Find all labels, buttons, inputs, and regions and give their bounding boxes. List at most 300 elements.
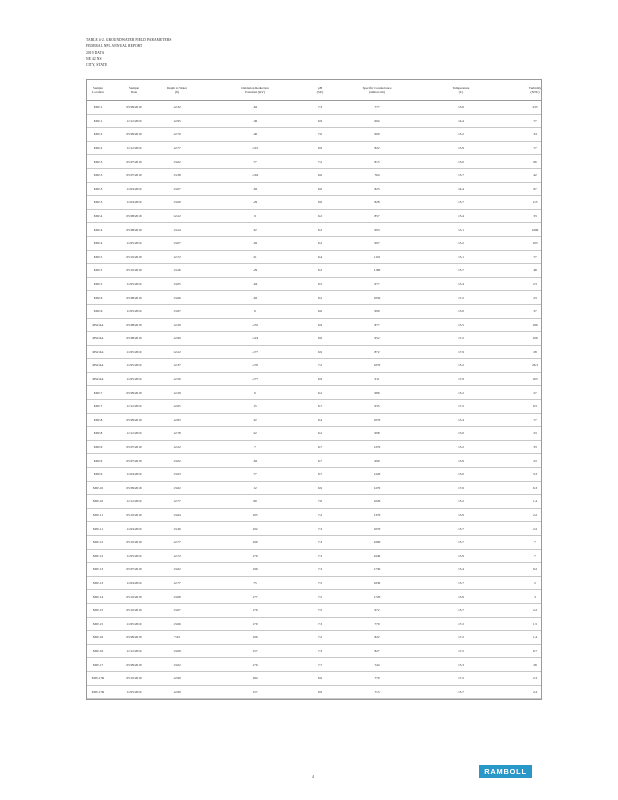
cell-location: MW-16	[92, 648, 104, 653]
cell-turbidity: 2.3	[532, 676, 538, 681]
column-header-location	[92, 86, 104, 95]
table-row	[87, 291, 541, 305]
cell-date: 05/08/2019	[126, 336, 142, 341]
column-header-turbidity	[529, 86, 541, 95]
cell-orp: -101	[251, 145, 259, 150]
cell-orp: 109	[252, 635, 258, 640]
cell-specific-conductance: 877	[374, 322, 380, 327]
table-row	[87, 101, 541, 115]
cell-location: MW-13	[92, 567, 104, 572]
cell-ph: 6.9	[317, 322, 323, 327]
cell-temperature: 17.2	[458, 648, 464, 653]
cell-depth-to-water: 12.95	[173, 118, 181, 123]
cell-turbidity: 109	[532, 336, 538, 341]
cell-ph: 7.3	[317, 105, 323, 110]
cell-temperature: 15.2	[458, 445, 464, 450]
column-header-date	[129, 86, 139, 95]
cell-specific-conductance: 998	[374, 431, 380, 436]
cell-location: MW-9	[93, 458, 103, 463]
cell-temperature: 15.1	[458, 254, 464, 259]
cell-turbidity: 27	[533, 390, 537, 395]
table-row	[87, 237, 541, 251]
cell-specific-conductance: 815	[374, 159, 380, 164]
cell-temperature: 15.0	[458, 159, 464, 164]
cell-turbidity: 23	[533, 295, 537, 300]
table-row	[87, 495, 541, 509]
cell-depth-to-water: 13.09	[173, 200, 181, 205]
column-header-unit: (C)	[458, 90, 464, 95]
cell-specific-conductance: 823	[374, 186, 380, 191]
cell-temperature: 15.4	[458, 213, 464, 218]
cell-depth-to-water: 12.72	[173, 254, 181, 259]
cell-specific-conductance: 993	[374, 227, 380, 232]
cell-temperature: 15.0	[458, 472, 464, 477]
cell-specific-conductance: 997	[374, 241, 380, 246]
table-row	[87, 386, 541, 400]
cell-location: MW-9	[93, 445, 103, 450]
column-header-line: Specific Conductance	[362, 86, 392, 90]
cell-turbidity: 6.3	[532, 485, 538, 490]
cell-turbidity: 97	[533, 186, 537, 191]
table-row	[87, 278, 541, 292]
cell-ph: 6.9	[317, 145, 323, 150]
column-header-unit: Date	[130, 90, 138, 95]
cell-date: 11/12/2019	[126, 431, 142, 436]
cell-temperature: 17.2	[458, 336, 464, 341]
cell-depth-to-water: 13.62	[173, 485, 181, 490]
cell-ph: 7.5	[317, 608, 323, 613]
cell-location: MW-10	[92, 485, 104, 490]
cell-turbidity: 1.5	[532, 621, 538, 626]
cell-date: 05/10/2019	[126, 608, 142, 613]
report-year: 2019 DATA	[86, 50, 105, 55]
cell-date: 05/10/2019	[126, 594, 142, 599]
cell-depth-to-water: 13.08	[173, 594, 181, 599]
cell-turbidity: 42	[533, 173, 537, 178]
cell-turbidity: 7	[534, 540, 536, 545]
cell-ph: 6.4	[317, 254, 323, 259]
cell-location: MW-4	[93, 227, 103, 232]
cell-orp: -92	[252, 186, 258, 191]
cell-date: 11/04/2019	[126, 472, 142, 477]
cell-location: MW-16	[92, 635, 104, 640]
cell-orp: 179	[252, 621, 258, 626]
cell-specific-conductance: 872	[374, 349, 380, 354]
cell-depth-to-water: 12.77	[173, 499, 181, 504]
table-row	[87, 454, 541, 468]
table-body	[87, 101, 541, 699]
cell-date: 11/05/2019	[126, 553, 142, 558]
cell-depth-to-water: 12.77	[173, 540, 181, 545]
table-title: TABLE 4-2. GROUNDWATER FIELD PARAMETERS	[86, 38, 172, 42]
cell-orp: 21	[253, 254, 257, 259]
column-header-line: Sample	[93, 86, 103, 90]
cell-ph: 6.6	[317, 676, 323, 681]
cell-turbidity: 77	[533, 417, 537, 422]
cell-temperature: 17.2	[458, 621, 464, 626]
cell-temperature: 15.9	[458, 145, 464, 150]
cell-orp: -62	[252, 105, 258, 110]
cell-depth-to-water: 12.37	[173, 363, 181, 368]
cell-location: MW-2	[93, 132, 103, 137]
cell-location: MW-3	[93, 186, 103, 191]
table-row	[87, 210, 541, 224]
cell-temperature: 15.6	[458, 105, 464, 110]
cell-orp: 157	[252, 648, 258, 653]
cell-orp: -170	[251, 363, 259, 368]
cell-turbidity: 28	[533, 662, 537, 667]
cell-ph: 6.7	[317, 472, 323, 477]
cell-temperature: 17.2	[458, 635, 464, 640]
cell-turbidity: 48	[533, 268, 537, 273]
cell-turbidity: 235	[532, 105, 538, 110]
column-header-line: Depth to Water	[167, 86, 187, 90]
table-row	[87, 264, 541, 278]
cell-turbidity: 34	[533, 132, 537, 137]
cell-date: 11/05/2019	[126, 281, 142, 286]
cell-turbidity: 1.4	[532, 499, 538, 504]
cell-location: MW-17R	[91, 676, 105, 681]
column-header-line: pH	[317, 86, 323, 90]
cell-location: MW-5	[93, 254, 103, 259]
table-row	[87, 169, 541, 183]
cell-orp: 179	[252, 553, 258, 558]
cell-specific-conductance: 999	[374, 458, 380, 463]
cell-location: MW-17R	[91, 689, 105, 694]
table-row	[87, 522, 541, 536]
cell-specific-conductance: 1730	[373, 567, 381, 572]
table-row	[87, 223, 541, 237]
column-header-line: Temperature	[452, 86, 470, 90]
table-row	[87, 115, 541, 129]
cell-date: 11/04/2019	[126, 526, 142, 531]
cell-date: 11/12/2019	[126, 145, 142, 150]
cell-date: 05/07/2019	[126, 567, 142, 572]
cell-orp: 6	[254, 390, 256, 395]
cell-orp: 99	[253, 499, 257, 504]
cell-location: MW-6A	[92, 377, 104, 382]
cell-turbidity: 3	[534, 594, 536, 599]
cell-orp: -40	[252, 132, 258, 137]
cell-ph: 6.2	[317, 390, 323, 395]
cell-temperature: 15.4	[458, 567, 464, 572]
cell-depth-to-water: 13.64	[173, 513, 181, 517]
cell-temperature: 17.2	[458, 295, 464, 300]
table-row	[87, 332, 541, 346]
cell-orp: 77	[253, 159, 257, 164]
cell-ph: 7.2	[317, 159, 323, 164]
cell-depth-to-water: 12.22	[173, 213, 181, 218]
cell-location: MW-6A	[92, 322, 104, 327]
report-header	[86, 37, 171, 68]
cell-location: MW-5	[93, 268, 103, 273]
cell-ph: 6.9	[317, 118, 323, 123]
report-location: CITY, STATE	[86, 63, 108, 68]
column-header-unit: (ft)	[174, 90, 180, 95]
cell-temperature: 15.2	[458, 363, 464, 368]
cell-ph: 7.5	[317, 594, 323, 599]
cell-turbidity: 163	[532, 377, 538, 382]
cell-ph: 7.3	[317, 648, 323, 653]
cell-ph: 6.2	[317, 241, 323, 246]
table-row	[87, 468, 541, 482]
cell-orp: 6	[254, 309, 256, 314]
table-row	[87, 373, 541, 387]
cell-date: 05/07/2019	[126, 458, 142, 463]
cell-specific-conductance: 1220	[373, 472, 381, 477]
cell-temperature: 15.2	[458, 241, 464, 246]
cell-temperature: 15.7	[458, 173, 464, 178]
cell-specific-conductance: 986	[374, 390, 380, 395]
cell-location: MW-4	[93, 213, 103, 218]
cell-depth-to-water: 13.66	[173, 621, 181, 626]
cell-location: MW-6A	[92, 336, 104, 341]
cell-location: MW-3	[93, 200, 103, 205]
cell-specific-conductance: 827	[374, 648, 380, 653]
cell-orp: 199	[252, 540, 258, 545]
cell-date: 11/04/2019	[126, 200, 142, 205]
cell-orp: 32	[253, 417, 257, 422]
cell-depth-to-water: 13.07	[173, 608, 181, 613]
cell-ph: 6.6	[317, 309, 323, 314]
cell-orp: 177	[252, 594, 258, 599]
cell-date: 05/10/2019	[126, 676, 142, 681]
cell-location: MW-2	[93, 145, 103, 150]
cell-date: 05/10/2019	[126, 254, 142, 259]
cell-specific-conductance: 2260	[373, 540, 381, 545]
cell-specific-conductance: 777	[374, 105, 380, 110]
cell-date: 05/07/2019	[126, 159, 142, 164]
cell-orp: 105	[252, 513, 258, 517]
cell-turbidity: 23	[533, 458, 537, 463]
cell-temperature: 15.9	[458, 594, 464, 599]
cell-location: MW-3	[93, 173, 103, 178]
cell-temperature: 15.7	[458, 689, 464, 694]
cell-depth-to-water: 12.65	[173, 404, 181, 409]
cell-date: 05/10/2019	[126, 268, 142, 273]
cell-orp: -62	[252, 458, 258, 463]
cell-ph: 6.7	[317, 458, 323, 463]
cell-date: 05/10/2019	[126, 540, 142, 545]
cell-orp: 102	[252, 526, 258, 531]
cell-specific-conductance: 911	[374, 377, 380, 382]
cell-date: 05/09/2019	[126, 105, 142, 110]
table-row	[87, 686, 541, 700]
cell-depth-to-water: 13.36	[173, 526, 181, 531]
report-site: NE 42 NS	[86, 56, 102, 61]
cell-orp: 9	[254, 213, 256, 218]
cell-specific-conductance: 715	[374, 689, 380, 694]
column-header-orp	[241, 86, 269, 95]
column-header-ph	[317, 86, 323, 95]
cell-temperature: 15.2	[458, 390, 464, 395]
cell-ph: 7.3	[317, 567, 323, 572]
cell-date: 11/12/2019	[126, 404, 142, 409]
cell-specific-conductance: 822	[374, 145, 380, 150]
cell-turbidity: 9.2	[532, 567, 538, 572]
cell-ph: 7.2	[317, 635, 323, 640]
column-header-specific-conductance	[363, 86, 392, 95]
cell-turbidity: 6.7	[532, 648, 538, 653]
cell-ph: 7.3	[317, 621, 323, 626]
cell-depth-to-water: 13.07	[173, 186, 181, 191]
cell-orp: -64	[252, 281, 258, 286]
cell-date: 11/04/2019	[126, 186, 142, 191]
cell-ph: 6.2	[317, 227, 323, 232]
cell-turbidity: 26.3	[532, 363, 538, 368]
cell-turbidity: 77	[533, 145, 537, 150]
table-row	[87, 346, 541, 360]
cell-location: MW-13	[92, 580, 104, 585]
ramboll-logo: RAMBOLL	[479, 765, 532, 778]
cell-depth-to-water: 12.78	[173, 431, 181, 436]
cell-specific-conductance: 1020	[373, 499, 381, 504]
cell-ph: 6.4	[317, 417, 323, 422]
cell-orp: 199	[252, 567, 258, 572]
cell-orp: 32	[253, 227, 257, 232]
cell-specific-conductance: 694	[374, 118, 380, 123]
cell-location: MW-15	[92, 608, 104, 613]
cell-temperature: 15.7	[458, 268, 464, 273]
column-header-unit: (umhos/cm)	[369, 90, 385, 95]
cell-ph: 7.2	[317, 513, 323, 517]
cell-turbidity: 2.4	[532, 689, 538, 694]
cell-date: 11/05/2019	[126, 377, 142, 382]
cell-ph: 6.9	[317, 377, 323, 382]
cell-ph: 6.9	[317, 689, 323, 694]
table-row	[87, 319, 541, 333]
cell-ph: 6.9	[317, 349, 323, 354]
cell-location: MW-5	[93, 281, 103, 286]
cell-location: MW-7	[93, 390, 103, 395]
cell-ph: 6.6	[317, 200, 323, 205]
cell-location: MW-1	[93, 118, 103, 123]
cell-depth-to-water: 12.72	[173, 553, 181, 558]
cell-location: MW-11	[92, 513, 104, 517]
cell-depth-to-water: 13.02	[173, 662, 181, 667]
cell-location: MW-6A	[92, 363, 104, 368]
cell-date: 05/09/2019	[126, 417, 142, 422]
cell-location: MW-4	[93, 241, 103, 246]
cell-specific-conductance: 1270	[373, 485, 381, 490]
cell-temperature: 15.4	[458, 417, 464, 422]
cell-temperature: 15.9	[458, 513, 464, 517]
cell-temperature: 15.3	[458, 662, 464, 667]
cell-temperature: 15.9	[458, 458, 464, 463]
cell-orp: 184	[252, 676, 258, 681]
cell-depth-to-water: 12.77	[173, 145, 181, 150]
cell-depth-to-water: 13.05	[173, 281, 181, 286]
column-header-temperature	[453, 86, 470, 95]
report-name: FEDERAL NPL ANNUAL REPORT	[86, 44, 143, 49]
cell-location: MW-7	[93, 404, 103, 409]
cell-turbidity: 23	[533, 431, 537, 436]
cell-ph: 6.6	[317, 336, 323, 341]
table-row	[87, 251, 541, 265]
table-row	[87, 563, 541, 577]
cell-depth-to-water: 12.29	[173, 322, 181, 327]
cell-date: 05/10/2019	[126, 513, 142, 517]
cell-depth-to-water: 12.22	[173, 349, 181, 354]
table-row	[87, 550, 541, 564]
cell-location: MW-11	[92, 526, 104, 531]
cell-orp: 75	[253, 580, 257, 585]
table-row	[87, 128, 541, 142]
cell-location: MW-12	[92, 553, 104, 558]
cell-ph: 7.3	[317, 526, 323, 531]
cell-orp: 15	[253, 404, 257, 409]
cell-temperature: 17.6	[458, 485, 464, 490]
cell-location: MW-1	[93, 105, 103, 110]
column-header-line: Oxidation Reduction	[241, 86, 269, 90]
cell-depth-to-water: 12.99	[173, 676, 181, 681]
cell-depth-to-water: 13.07	[173, 241, 181, 246]
cell-orp: -177	[251, 349, 259, 354]
cell-date: 11/12/2019	[126, 648, 142, 653]
table-row	[87, 590, 541, 604]
cell-temperature: 15.0	[458, 431, 464, 436]
cell-date: 05/09/2019	[126, 662, 142, 667]
cell-orp: -135	[251, 322, 259, 327]
cell-specific-conductance: 857	[374, 213, 380, 218]
cell-date: 11/04/2019	[126, 580, 142, 585]
cell-temperature: 14.4	[458, 118, 464, 123]
cell-specific-conductance: 1110	[373, 254, 381, 259]
cell-depth-to-water: 13.09	[173, 648, 181, 653]
table-row	[87, 631, 541, 645]
cell-temperature: 15.0	[458, 309, 464, 314]
cell-orp: 176	[252, 608, 258, 613]
cell-orp: -92	[252, 241, 258, 246]
table-header-row	[87, 80, 541, 101]
column-header-depth-to-water	[167, 86, 187, 95]
cell-specific-conductance: 764	[374, 173, 380, 178]
cell-specific-conductance: 1070	[373, 363, 381, 368]
cell-ph: 6.6	[317, 186, 323, 191]
cell-ph: 7.0	[317, 499, 323, 504]
cell-location: MW-9	[93, 472, 103, 477]
cell-specific-conductance: 1370	[373, 513, 381, 517]
cell-turbidity: 28	[533, 349, 537, 354]
table-row	[87, 618, 541, 632]
cell-date: 05/07/2019	[126, 445, 142, 450]
cell-location: MW-10	[92, 499, 104, 504]
cell-date: 05/07/2019	[126, 173, 142, 178]
cell-specific-conductance: 900	[374, 132, 380, 137]
cell-depth-to-water: 13.97	[173, 309, 181, 314]
cell-turbidity: 103	[532, 241, 538, 246]
cell-date: 05/08/2019	[126, 227, 142, 232]
cell-orp: -92	[252, 295, 258, 300]
cell-depth-to-water: 13.24	[173, 227, 181, 232]
cell-turbidity: 77	[533, 254, 537, 259]
cell-turbidity: 33	[533, 445, 537, 450]
cell-specific-conductance: 828	[374, 200, 380, 205]
cell-turbidity: 2	[534, 580, 536, 585]
field-parameters-table	[86, 79, 542, 700]
cell-temperature: 15.7	[458, 540, 464, 545]
column-header-unit: Location	[92, 90, 104, 95]
cell-location: MW-8	[93, 431, 103, 436]
cell-ph: 6.2	[317, 268, 323, 273]
cell-specific-conductance: 972	[374, 608, 380, 613]
cell-depth-to-water: 13.38	[173, 173, 181, 178]
cell-turbidity: 66	[533, 159, 537, 164]
cell-depth-to-water: 13.02	[173, 458, 181, 463]
cell-depth-to-water: 13.62	[173, 567, 181, 572]
cell-specific-conductance: 952	[374, 336, 380, 341]
cell-temperature: 15.7	[458, 608, 464, 613]
